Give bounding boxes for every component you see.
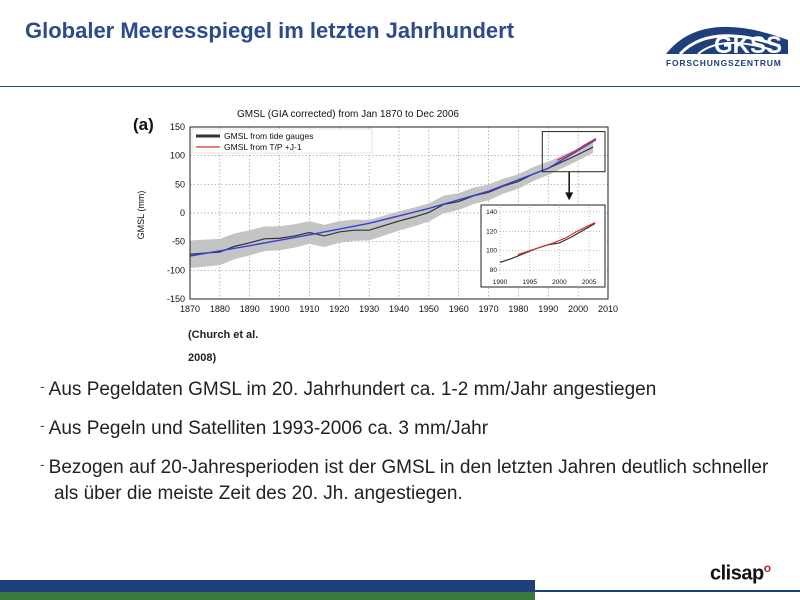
x-tick-label: 1990	[538, 304, 559, 314]
x-tick-label: 1980	[508, 304, 529, 314]
citation	[188, 324, 298, 370]
x-tick-label: 2000	[568, 304, 589, 314]
x-tick-label: 1960	[448, 304, 469, 314]
gkss-logo-subtext: FORSCHUNGSZENTRUM	[666, 58, 782, 68]
chart-panel-label: (a)	[133, 115, 154, 134]
inset-x-tick-label: 1990	[492, 279, 508, 286]
title-divider	[0, 86, 800, 87]
citation-line-2: 2008)	[188, 352, 217, 364]
y-tick-label: 0	[179, 208, 185, 218]
footer-bar-green	[0, 592, 535, 600]
bullet-dash-icon: -	[40, 378, 45, 394]
x-tick-label: 1950	[418, 304, 439, 314]
inset-y-tick-label: 80	[489, 267, 497, 275]
y-tick-label: 100	[169, 150, 185, 161]
bullet-item	[40, 373, 790, 403]
x-tick-label: 1900	[269, 304, 290, 314]
inset-x-tick-label: 2005	[581, 279, 597, 286]
x-tick-label: 1870	[179, 304, 201, 314]
y-tick-label: 50	[174, 179, 185, 190]
x-tick-label: 1920	[329, 304, 350, 314]
x-tick-label: 1940	[388, 304, 410, 314]
bullet-text: Aus Pegeldaten GMSL im 20. Jahrhundert ca. 1-2 mm/Jahr angestiegen	[48, 379, 657, 400]
bullet-text: Bezogen auf 20-Jahresperioden ist der GMSL in den letzten Jahren deutlich schneller als über die meiste Zeit des 20. Jh. angestiegen.	[48, 457, 769, 504]
footer-line	[535, 590, 800, 592]
inset-y-tick-label: 100	[486, 247, 497, 255]
chart-ylabel: GMSL (mm)	[136, 190, 146, 240]
bullet-dash-icon: -	[40, 417, 45, 433]
x-tick-label: 1970	[478, 304, 499, 314]
zoom-arrow-head	[565, 192, 573, 200]
bullet-item	[40, 412, 790, 442]
gkss-logo-text: GKSS	[714, 32, 783, 59]
bullet-text: Aus Pegeln und Satelliten 1993-2006 ca. 3 mm/Jahr	[48, 418, 489, 439]
y-tick-label: -50	[171, 236, 185, 247]
clisap-logo	[710, 561, 771, 586]
inset-y-tick-label: 120	[486, 228, 497, 236]
x-tick-label: 1890	[239, 304, 260, 314]
x-tick-label: 1880	[209, 304, 230, 314]
bullet-item	[40, 451, 790, 507]
x-tick-label: 1930	[359, 304, 380, 314]
slide-title: Globaler Meeresspiegel im letzten Jahrhundert	[25, 18, 515, 43]
inset-x-tick-label: 1995	[522, 279, 537, 286]
clisap-logo-text: clisap	[710, 562, 764, 585]
inset-y-tick-label: 140	[486, 208, 497, 216]
chart-title: GMSL (GIA corrected) from Jan 1870 to Dec 2006	[237, 109, 459, 120]
legend-label: GMSL from T/P +J-1	[224, 142, 302, 152]
y-tick-label: -150	[166, 294, 185, 304]
bullet-list	[40, 373, 790, 516]
x-tick-label: 2010	[597, 304, 619, 314]
legend-label: GMSL from tide gauges	[224, 131, 314, 141]
gmsl-chart	[133, 103, 633, 321]
citation-line-1: (Church et al.	[188, 329, 259, 341]
y-tick-label: -100	[166, 265, 185, 276]
bullet-dash-icon: -	[40, 456, 45, 472]
y-tick-label: 150	[169, 122, 185, 132]
gkss-logo	[662, 10, 792, 72]
inset-x-tick-label: 2000	[552, 279, 567, 286]
footer-bar-blue	[0, 580, 535, 592]
x-tick-label: 1910	[299, 304, 320, 314]
clisap-logo-mark: o	[763, 561, 771, 575]
